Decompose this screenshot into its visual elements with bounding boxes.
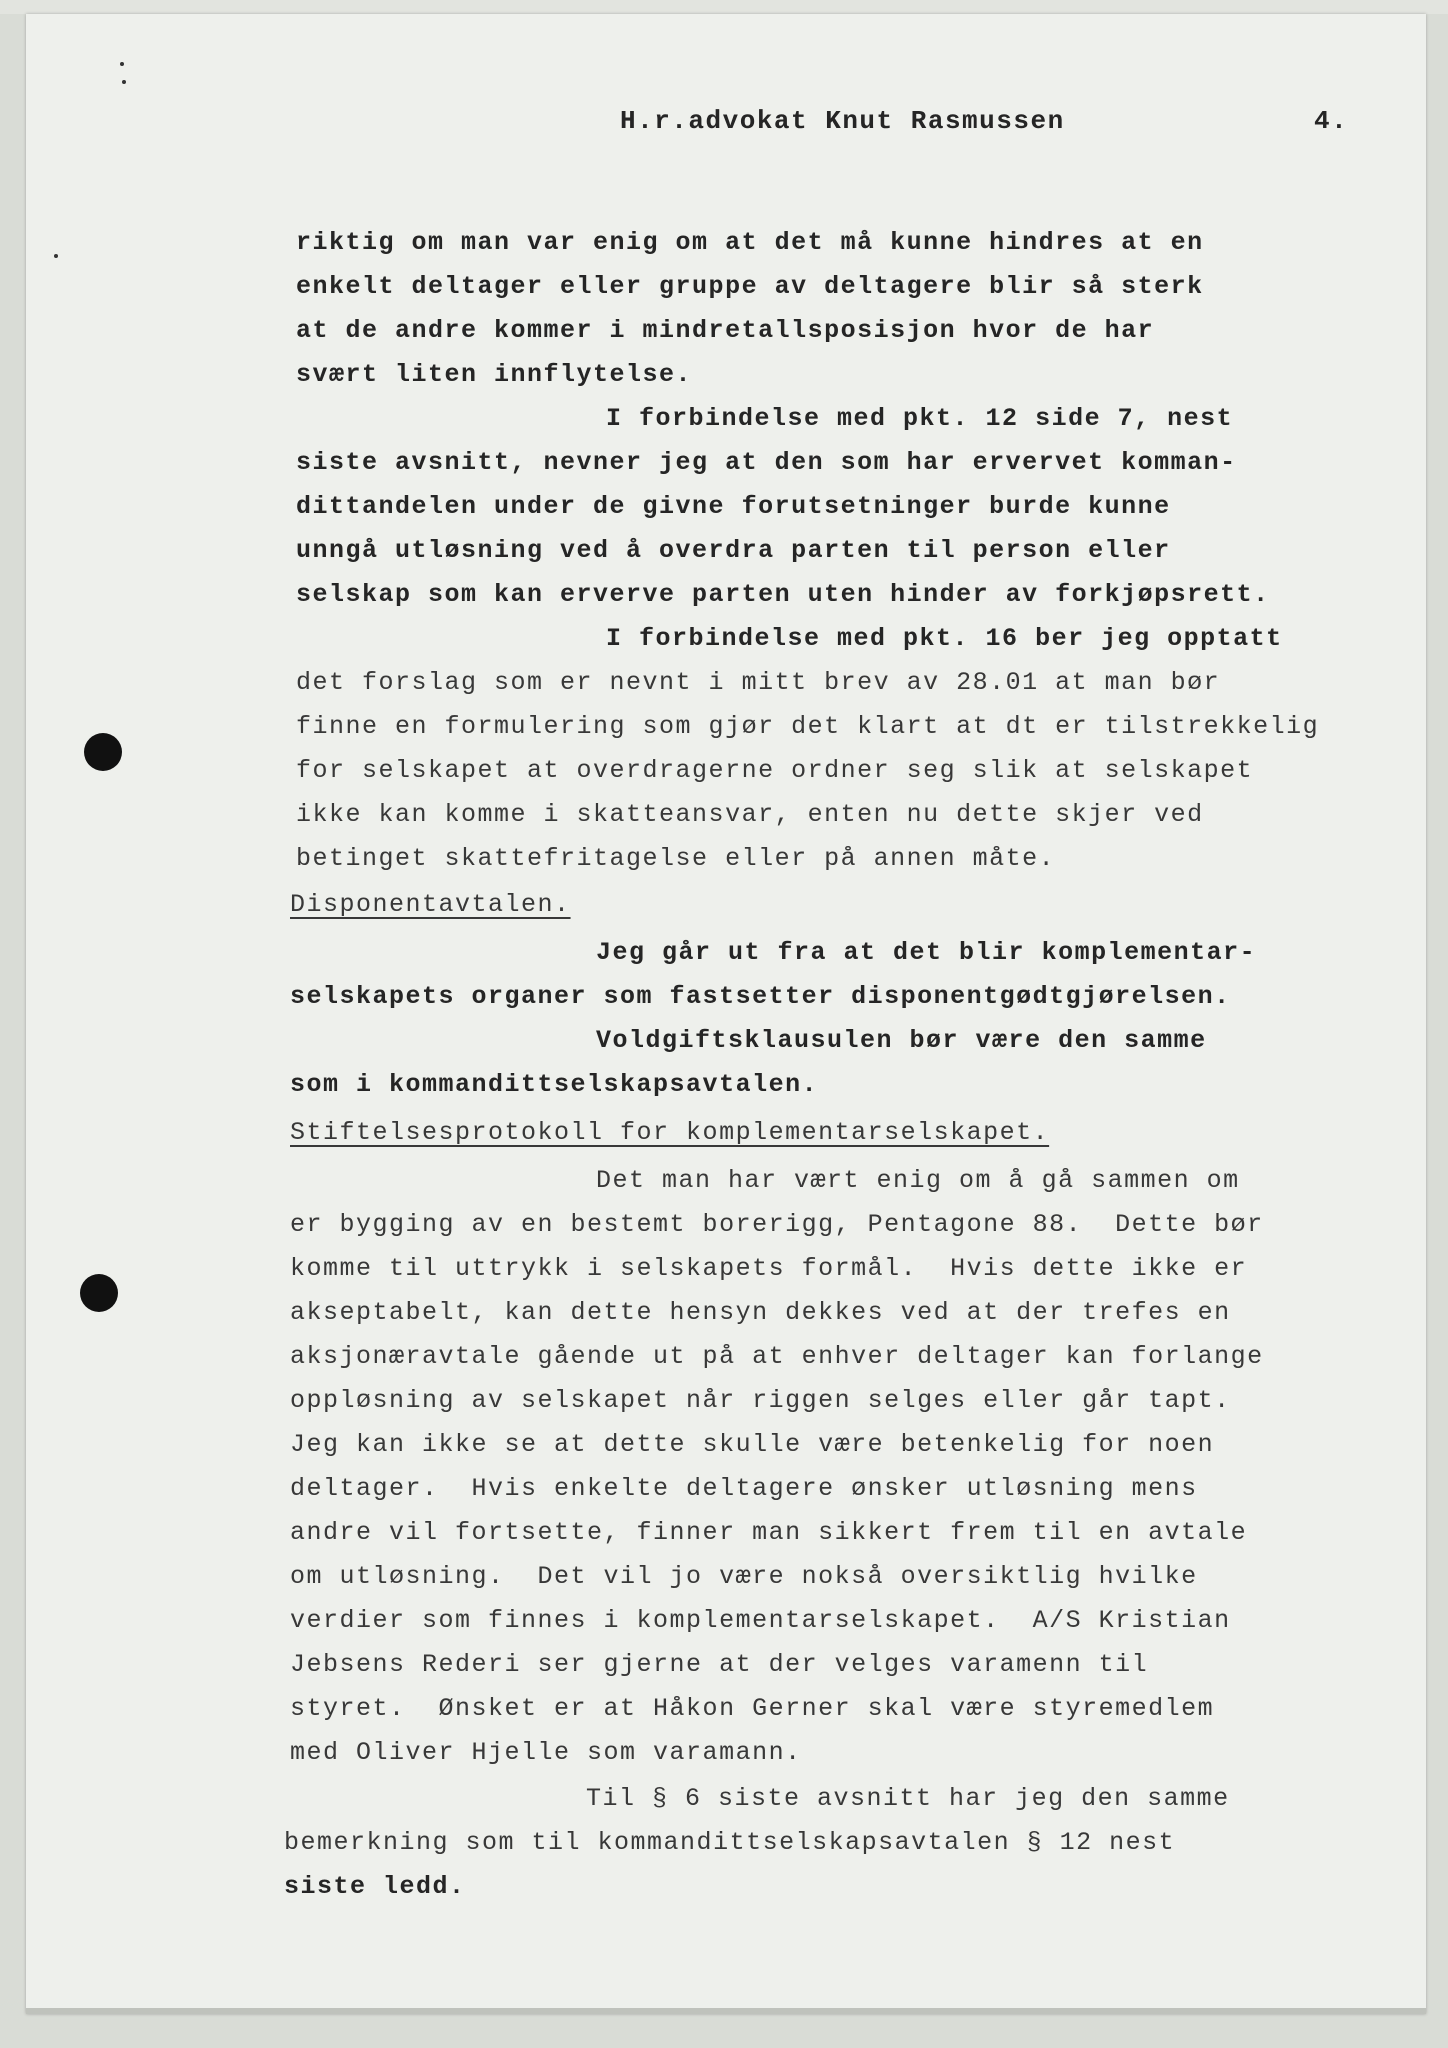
body-line: oppløsning av selskapet når riggen selges eller går tapt. (290, 1386, 1231, 1415)
body-line: I forbindelse med pkt. 12 side 7, nest (606, 404, 1234, 433)
body-line: betinget skattefritagelse eller på annen måte. (296, 844, 1056, 873)
body-line: med Oliver Hjelle som varamann. (290, 1738, 802, 1767)
body-line: riktig om man var enig om at det må kunne hindres at en (296, 228, 1204, 257)
body-line: at de andre kommer i mindretallsposisjon hvor de har (296, 316, 1155, 345)
punch-hole-lower (80, 1274, 118, 1312)
body-line: Det man har vært enig om å gå sammen om (596, 1166, 1240, 1195)
body-line: svært liten innflytelse. (296, 360, 693, 389)
section-heading-stiftelsesprotokoll: Stiftelsesprotokoll for komplementarselskapet. (290, 1118, 1050, 1147)
body-line: aksjonæravtale gående ut på at enhver deltager kan forlange (290, 1342, 1264, 1371)
body-line: akseptabelt, kan dette hensyn dekkes ved at der trefes en (290, 1298, 1231, 1327)
body-line: Jeg går ut fra at det blir komplementar- (596, 938, 1257, 967)
page-number: 4. (1314, 106, 1349, 136)
body-line: verdier som finnes i komplementarselskapet. A/S Kristian (290, 1606, 1231, 1635)
paper-speck (54, 254, 58, 258)
scan-bottom-edge (26, 2008, 1426, 2014)
body-line: siste ledd. (284, 1872, 466, 1901)
page-header-title: H.r.advokat Knut Rasmussen (620, 106, 1065, 136)
document-page (26, 14, 1426, 2014)
body-line: Voldgiftsklausulen bør være den samme (596, 1026, 1207, 1055)
body-line: unngå utløsning ved å overdra parten til person eller (296, 536, 1171, 565)
body-line: finne en formulering som gjør det klart at dt er tilstrekkelig (296, 712, 1320, 741)
section-heading-disponentavtalen: Disponentavtalen. (290, 890, 571, 919)
body-line: andre vil fortsette, finner man sikkert frem til en avtale (290, 1518, 1248, 1547)
scan-top-margin (0, 0, 1448, 14)
body-line: Jebsens Rederi ser gjerne at der velges varamenn til (290, 1650, 1149, 1679)
body-line: styret. Ønsket er at Håkon Gerner skal være styremedlem (290, 1694, 1215, 1723)
body-line: I forbindelse med pkt. 16 ber jeg opptatt (606, 624, 1283, 653)
body-line: selskapets organer som fastsetter disponentgødtgjørelsen. (290, 982, 1231, 1011)
paper-speck (120, 62, 124, 66)
body-line: dittandelen under de givne forutsetninger burde kunne (296, 492, 1171, 521)
body-line: komme til uttrykk i selskapets formål. Hvis dette ikke er (290, 1254, 1248, 1283)
paper-speck (122, 80, 126, 84)
body-line: for selskapet at overdragerne ordner seg slik at selskapet (296, 756, 1254, 785)
punch-hole-upper (84, 733, 122, 771)
body-line: det forslag som er nevnt i mitt brev av 28.01 at man bør (296, 668, 1221, 697)
body-line: deltager. Hvis enkelte deltagere ønsker utløsning mens (290, 1474, 1198, 1503)
body-line: Jeg kan ikke se at dette skulle være betenkelig for noen (290, 1430, 1215, 1459)
body-line: ikke kan komme i skatteansvar, enten nu dette skjer ved (296, 800, 1204, 829)
body-line: enkelt deltager eller gruppe av deltagere blir så sterk (296, 272, 1204, 301)
body-line: Til § 6 siste avsnitt har jeg den samme (586, 1784, 1230, 1813)
body-line: bemerkning som til kommandittselskapsavtalen § 12 nest (284, 1828, 1176, 1857)
body-line: som i kommandittselskapsavtalen. (290, 1070, 819, 1099)
body-line: siste avsnitt, nevner jeg at den som har ervervet komman- (296, 448, 1237, 477)
body-line: om utløsning. Det vil jo være nokså oversiktlig hvilke (290, 1562, 1198, 1591)
body-line: er bygging av en bestemt borerigg, Pentagone 88. Dette bør (290, 1210, 1264, 1239)
body-line: selskap som kan erverve parten uten hinder av forkjøpsrett. (296, 580, 1270, 609)
